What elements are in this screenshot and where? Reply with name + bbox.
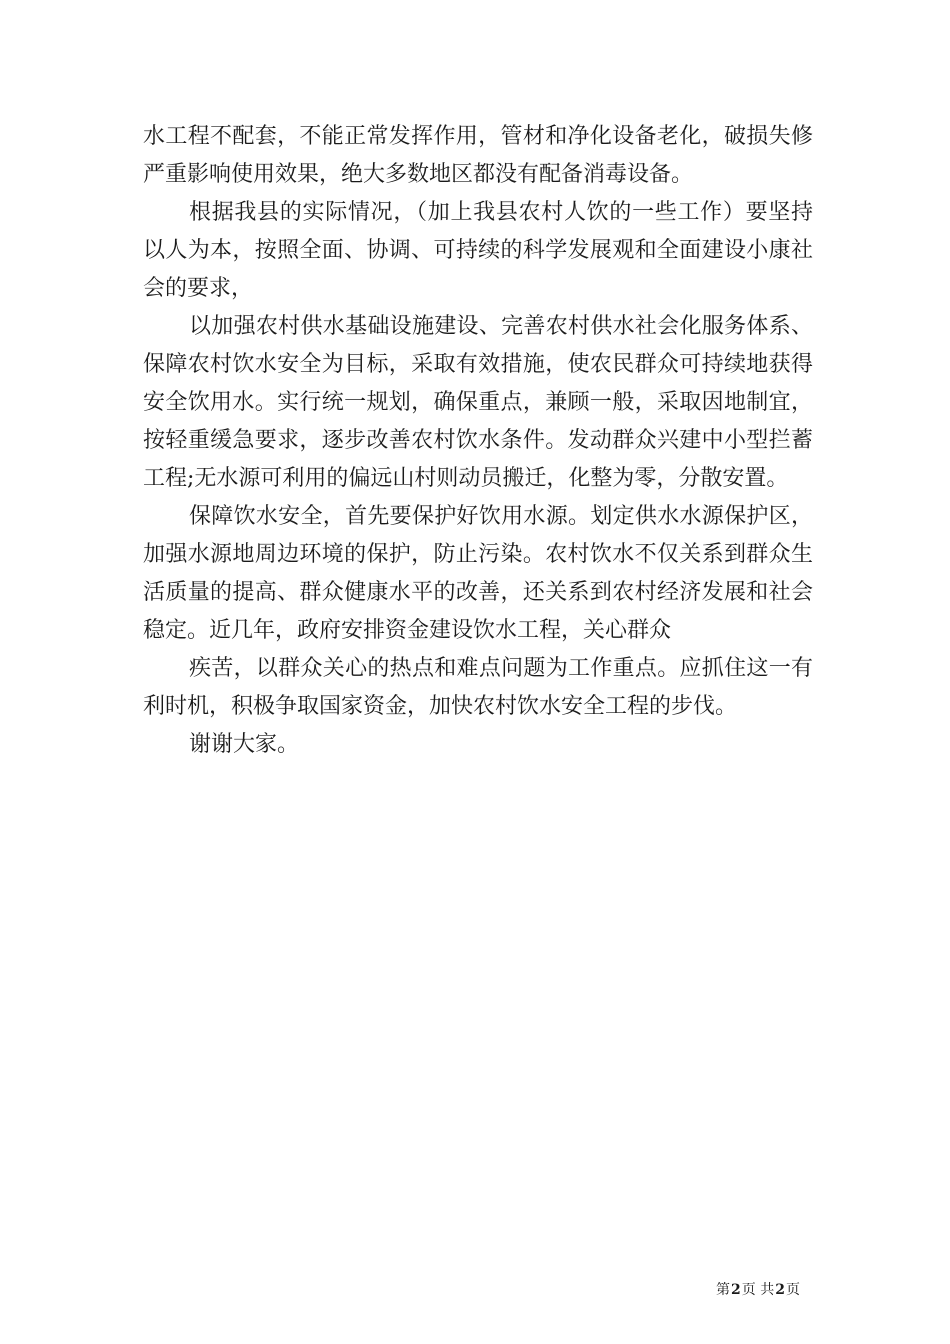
total-page-count: 2: [775, 1282, 785, 1298]
paragraph-5: 疾苦，以群众关心的热点和难点问题为工作重点。应抓住这一有利时机，积极争取国家资金，加快农村饮水安全工程的步伐。: [143, 656, 813, 719]
paragraph-6: 谢谢大家。: [189, 732, 300, 757]
paragraph-4: 保障饮水安全，首先要保护好饮用水源。划定供水水源保护区，加强水源地周边环境的保护，防止污染。农村饮水不仅关系到群众生活质量的提高、群众健康水平的改善，还关系到农村经济发展和社会稳定。近几年，政府安排资金建设饮水工程，关心群众: [143, 504, 813, 643]
page-number-footer: [716, 1279, 800, 1299]
paragraph-2: 根据我县的实际情况，（加上我县农村人饮的一些工作）要坚持以人为本，按照全面、协调、可持续的科学发展观和全面建设小康社会的要求，: [143, 200, 813, 301]
footer-prefix: 第: [716, 1282, 730, 1298]
paragraph-1: 水工程不配套，不能正常发挥作用，管材和净化设备老化，破损失修严重影响使用效果，绝大多数地区都没有配备消毒设备。: [143, 124, 813, 187]
footer-middle: 页 共: [741, 1282, 775, 1298]
paragraph-3: 以加强农村供水基础设施建设、完善农村供水社会化服务体系、保障农村饮水安全为目标，采取有效措施，使农民群众可持续地获得安全饮用水。实行统一规划，确保重点，兼顾一般，采取因地制宜，按轻重缓急要求，逐步改善农村饮水条件。发动群众兴建中小型拦蓄工程;无水源可利用的偏远山村则动员搬迁，化整为零，分散安置。: [143, 314, 813, 491]
current-page-number: 2: [731, 1282, 741, 1298]
footer-suffix: 页: [785, 1282, 800, 1298]
document-body: [143, 118, 813, 764]
